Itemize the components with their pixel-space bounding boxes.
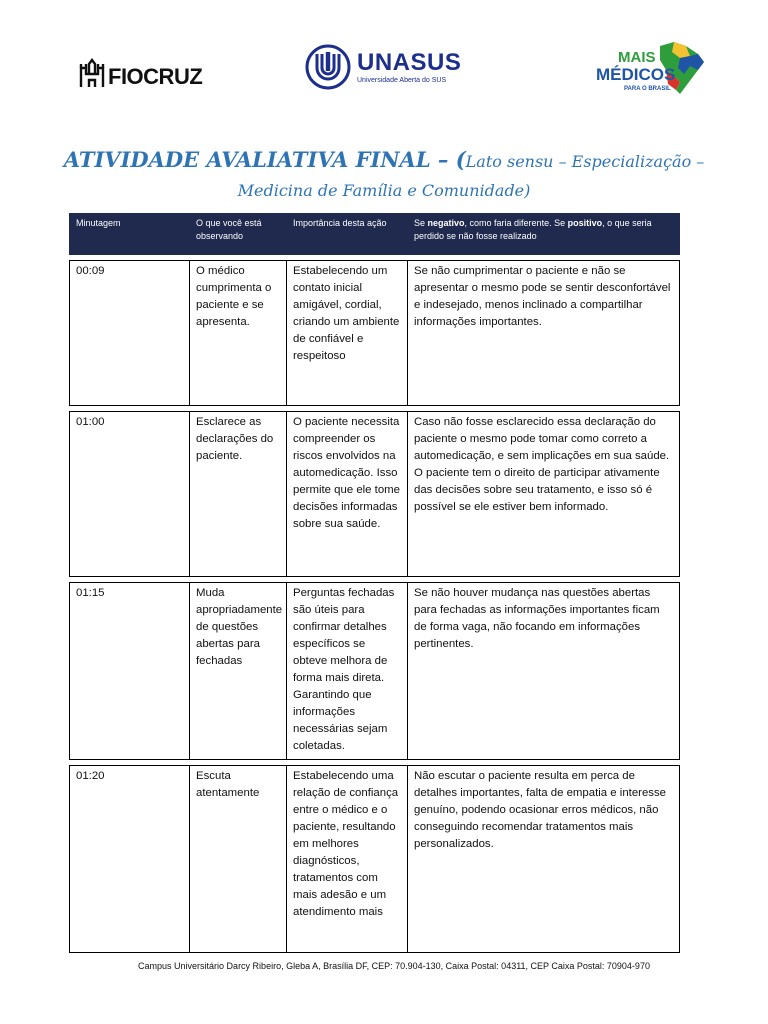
unasus-wordmark: UNASUS [357,48,462,76]
cell-importance: Estabelecendo uma relação de confiança entre o médico e o paciente, resultando em melhores diagnósticos, tratamentos com mais adesão e um atendimento mais [287,766,408,953]
para-o-brasil-text: PARA O BRASIL [624,86,671,92]
cell-observing: Muda apropriadamente de questões abertas para fechadas [190,583,287,760]
cell-observing: O médico cumprimenta o paciente e se apresenta. [190,261,287,406]
title-main: ATIVIDADE AVALIATIVA FINAL – ( [63,147,466,172]
table-row [70,261,680,406]
mais-medicos-logo [594,40,706,98]
table-row [70,412,680,577]
cell-difference: Não escutar o paciente resulta em perca de detalhes importantes, falta de empatia e interesse genuíno, podendo ocasionar erros médicos, não conseguindo recomendar tratamentos mais personalizados. [408,766,680,953]
header-positivo: positivo [567,218,603,228]
cell-time: 01:00 [70,412,190,577]
header-diferenca-part: , o que seria perdido se não fosse realizado [414,218,652,241]
footer-address: Campus Universitário Darcy Ribeiro, Gleba A, Brasília DF, CEP: 70.904-130, Caixa Postal: 04311, CEP Caixa Postal: 70904-970 [138,961,650,971]
evaluation-table [69,213,680,953]
header-diferenca-part: , como faria diferente. Se [464,218,568,228]
cell-importance: Perguntas fechadas são úteis para confirmar detalhes específicos se obteve melhora de forma mais direta. Garantindo que informações necessárias sejam coletadas. [287,583,408,760]
cell-difference: Se não cumprimentar o paciente e não se apresentar o mesmo pode se sentir desconfortável e indesejado, menos inclinado a compartilhar informações importantes. [408,261,680,406]
unasus-subtitle: Universidade Aberta do SUS [357,76,447,84]
table-row [70,766,680,953]
cell-importance: Estabelecendo um contato inicial amigável, cordial, criando um ambiente de confiável e respeitoso [287,261,408,406]
medicos-text: MÉDICOS [596,65,676,84]
fiocruz-castle-icon [78,58,106,88]
cell-observing: Escuta atentamente [190,766,287,953]
unasus-emblem-icon [305,44,351,90]
fiocruz-logo [78,52,202,88]
cell-time: 00:09 [70,261,190,406]
cell-difference: Se não houver mudança nas questões abertas para fechadas as informações importantes ficam de forma vaga, não focando em informações pertinentes. [408,583,680,760]
cell-importance: O paciente necessita compreender os riscos envolvidos na automedicação. Isso permite que ele tome decisões informadas sobre sua saúde. [287,412,408,577]
header-diferenca-part: Se [414,218,428,228]
page-title [60,146,708,204]
cell-time: 01:20 [70,766,190,953]
cell-time: 01:15 [70,583,190,760]
mais-text: MAIS [618,49,656,66]
table-row [70,583,680,760]
header-negativo: negativo [427,218,465,228]
table-header-row [70,214,680,255]
cell-observing: Esclarece as declarações do paciente. [190,412,287,577]
title-subtitle-part2: Medicina de Família e Comunidade) [237,181,531,200]
header-importancia: Importância desta ação [287,214,408,255]
header-diferenca [408,214,680,255]
fiocruz-wordmark: FIOCRUZ [108,64,203,89]
cell-difference: Caso não fosse esclarecido essa declaração do paciente o mesmo pode tomar como correto a automedicação, e sem implicações em sua saúde. O paciente tem o direito de participar ativamente das decisões sobre seu tratamento, e isso só é possível se ele estiver bem informado. [408,412,680,577]
header-minutagem: Minutagem [70,214,190,255]
unasus-logo [305,44,461,90]
header-observando: O que você está observando [190,214,287,255]
title-subtitle-part1: Lato sensu – Especialização – [465,152,705,171]
